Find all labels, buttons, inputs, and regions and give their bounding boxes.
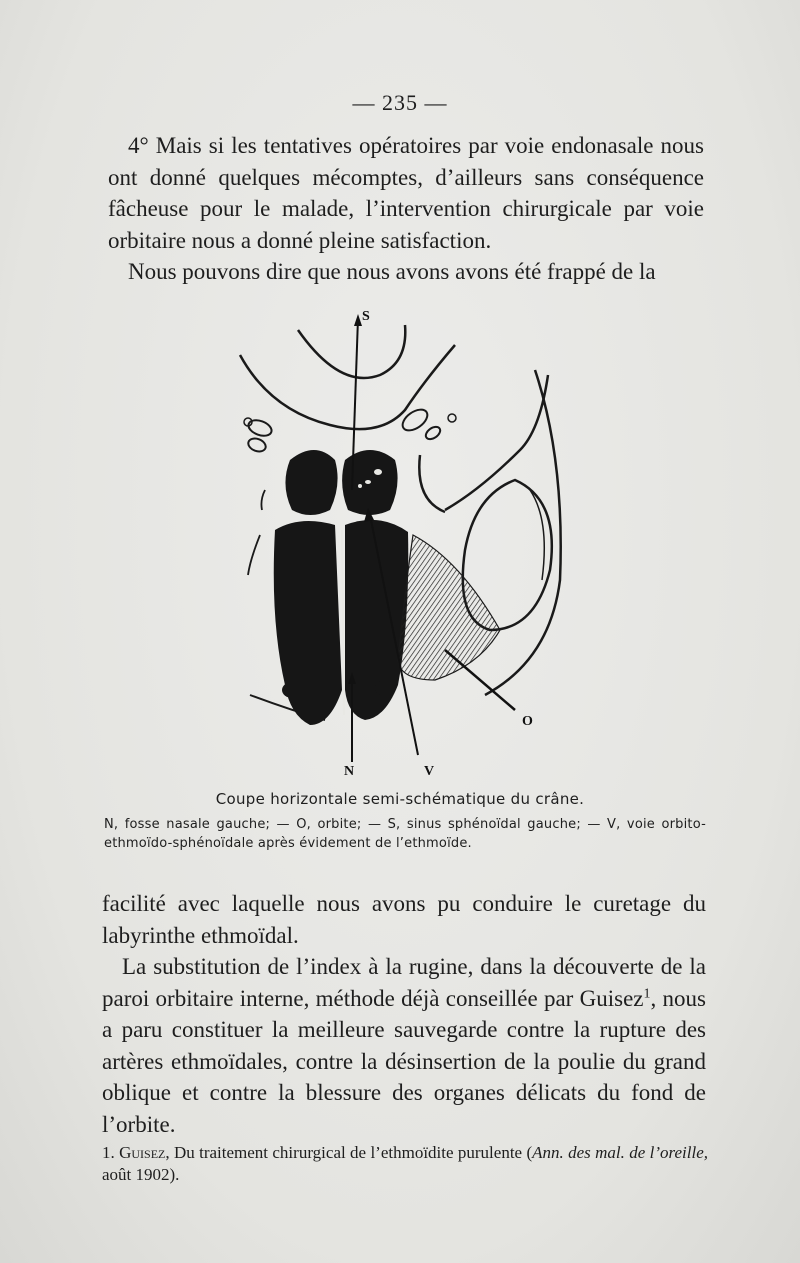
footnote-text-1: , Du traitement chirurgical de l’ethmoïdite purulente ( (165, 1143, 533, 1162)
paragraph-5-start: Nous pouvons dire que nous avons avons été frappé de la (128, 259, 656, 284)
paragraph-6-part-1: La substitution de l’index à la rugine, dans la découverte de la paroi orbitaire interne, méthode déjà conseillée par Guisez (102, 954, 706, 1011)
label-v: V (424, 764, 435, 779)
footnote (102, 1142, 708, 1186)
orbit-outer-wall (485, 370, 561, 695)
footnote-journal: Ann. des mal. de l’oreille, (532, 1143, 708, 1162)
footnote-number: 1. (102, 1143, 115, 1162)
footnote-ref[interactable]: 1 (643, 985, 651, 1001)
sella-curve (298, 325, 405, 378)
page-number: — 235 — (352, 90, 448, 115)
skull-section-figure (230, 300, 570, 780)
label-n: N (344, 764, 355, 779)
bottom-text-block (102, 888, 706, 1140)
paragraph-5-end: facilité avec laquelle nous avons pu conduire le curetage du labyrinthe ethmoïdal. (102, 891, 706, 948)
arrow-o (445, 650, 515, 710)
ethmoid-hatched-area (398, 535, 500, 680)
paragraph-6-part-2: , nous a paru constituer la meilleure sauvegarde contre la rupture des artères ethmoïdales, contre la désinsertion de la poulie du grand oblique et contre la blessure des organes délicats du fond de l’orbite. (102, 985, 707, 1137)
footnote-text-2: août 1902). (102, 1165, 180, 1184)
footnote-author: Guisez (119, 1143, 166, 1162)
figure-caption-title: Coupe horizontale semi-schématique du crâne. (215, 790, 585, 808)
paragraph-6 (102, 951, 706, 1140)
paragraph-4: 4° Mais si les tentatives opératoires par voie endonasale nous ont donné quelques mécomptes, d’ailleurs sans conséquence fâcheuse pour le malade, l’intervention chirurgicale par voie orbitaire nous a donné pleine satisfaction. (108, 133, 704, 253)
cranial-base-curve (240, 345, 455, 429)
left-sphenoid-sinus (285, 450, 337, 515)
figure-caption-legend: N, fosse nasale gauche; — O, orbite; — S, sinus sphénoïdal gauche; — V, voie orbito-ethmoïdo-sphénoïdale après évidement de l’ethmoïde. (104, 817, 706, 851)
top-text-block (108, 130, 704, 288)
label-s: S (362, 309, 370, 324)
label-o: O (522, 714, 533, 729)
skull-diagram (230, 300, 570, 780)
